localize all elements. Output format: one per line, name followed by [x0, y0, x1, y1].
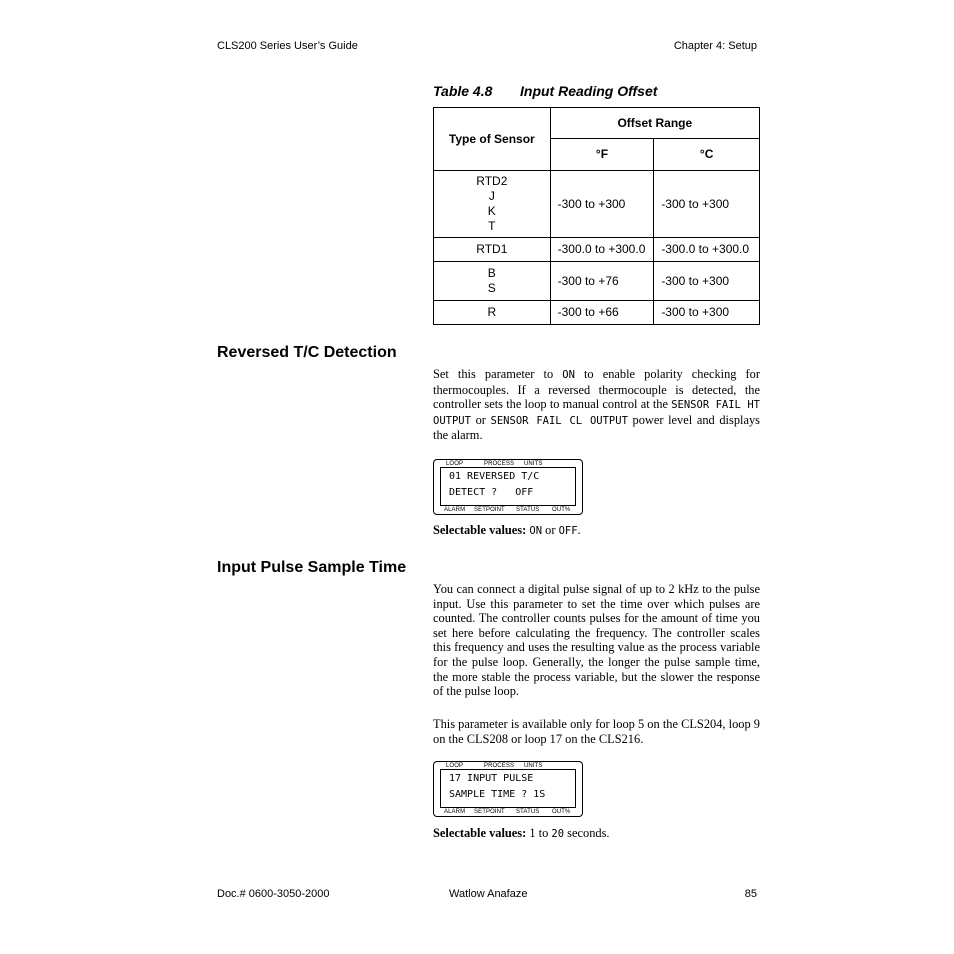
offset-c-cell: -300 to +300 — [654, 171, 760, 238]
pulse-selectable-values: Selectable values: 1 to 20 seconds. — [433, 826, 610, 840]
offset-f-cell: -300 to +66 — [550, 301, 654, 325]
display-label-out: OUT% — [552, 507, 571, 513]
display-label-loop: LOOP — [446, 461, 464, 467]
reversed-description: Set this parameter to ON to enable polarity checking for thermocouples. If a reversed thermocouple is detected, the controller sets the loop to manual control at the SENSOR FAIL HT OUTPUT or SENSOR FAIL CL OUTPUT power level and displays the alarm. — [433, 367, 761, 443]
display-label-setpoint: SETPOINT — [474, 507, 505, 513]
header-celsius: °C — [654, 139, 760, 171]
display-screen — [440, 769, 576, 808]
display-line-2: DETECT ? OFF — [449, 487, 534, 498]
table-row — [434, 301, 760, 325]
offset-c-cell: -300 to +300 — [654, 262, 760, 301]
display-label-status: STATUS — [516, 507, 540, 513]
display-label-units: UNITS — [524, 461, 543, 467]
display-label-units: UNITS — [524, 763, 543, 769]
offset-f-cell: -300 to +300 — [550, 171, 654, 238]
table-row — [434, 238, 760, 262]
reversed-selectable-values: Selectable values: ON or OFF. — [433, 523, 581, 537]
footer-company: Watlow Anafaze — [449, 888, 528, 900]
controller-display-reversed — [433, 459, 583, 515]
header-chapter: Chapter 4: Setup — [673, 40, 757, 52]
header-guide-title: CLS200 Series User’s Guide — [217, 40, 358, 52]
display-screen — [440, 467, 576, 506]
pulse-description: You can connect a digital pulse signal of up to 2 kHz to the pulse input. Use this parameter to set the time over which pulses are counted. The controller counts pulses for the amount of time you set here before calculating the frequency. The controller scales this frequency and uses the resulting value as the process variable for the pulse loop. Generally, the longer the pulse sample time, the more stable the process variable, but the slower the response of the pulse loop. — [433, 582, 760, 699]
display-label-alarm: ALARM — [444, 809, 466, 815]
pulse-availability: This parameter is available only for loop 5 on the CLS204, loop 9 on the CLS208 or loop 17 on the CLS216. — [433, 717, 760, 746]
footer-doc-number: Doc.# 0600-3050-2000 — [217, 888, 330, 900]
offset-c-cell: -300.0 to +300.0 — [654, 238, 760, 262]
display-label-process: PROCESS — [484, 461, 515, 467]
controller-display-pulse — [433, 761, 583, 817]
sensor-cell: RTD1 — [434, 238, 551, 262]
header-sensor-type: Type of Sensor — [434, 108, 551, 171]
footer-page-number: 85 — [744, 888, 757, 900]
display-line-2: SAMPLE TIME ? 1S — [449, 789, 546, 800]
header-fahrenheit: °F — [550, 139, 654, 171]
display-label-loop: LOOP — [446, 763, 464, 769]
offset-f-cell: -300 to +76 — [550, 262, 654, 301]
table-caption — [433, 83, 657, 99]
sensor-cell: R — [434, 301, 551, 325]
display-label-alarm: ALARM — [444, 507, 466, 513]
display-label-setpoint: SETPOINT — [474, 809, 505, 815]
table-number: Table 4.8 — [433, 83, 493, 99]
offset-c-cell: -300 to +300 — [654, 301, 760, 325]
section-heading-pulse-sample: Input Pulse Sample Time — [217, 559, 407, 576]
header-offset-range: Offset Range — [550, 108, 759, 139]
table-row — [434, 171, 760, 238]
display-label-status: STATUS — [516, 809, 540, 815]
table-row — [434, 262, 760, 301]
sensor-cell: B S — [434, 262, 551, 301]
display-line-1: 01 REVERSED T/C — [449, 471, 540, 482]
offset-f-cell: -300.0 to +300.0 — [550, 238, 654, 262]
table-title: Input Reading Offset — [520, 83, 658, 99]
sensor-cell: RTD2 J K T — [434, 171, 551, 238]
display-label-out: OUT% — [552, 809, 571, 815]
display-line-1: 17 INPUT PULSE — [449, 773, 534, 784]
offset-table — [433, 107, 760, 325]
display-label-process: PROCESS — [484, 763, 515, 769]
section-heading-reversed-tc: Reversed T/C Detection — [217, 344, 397, 361]
